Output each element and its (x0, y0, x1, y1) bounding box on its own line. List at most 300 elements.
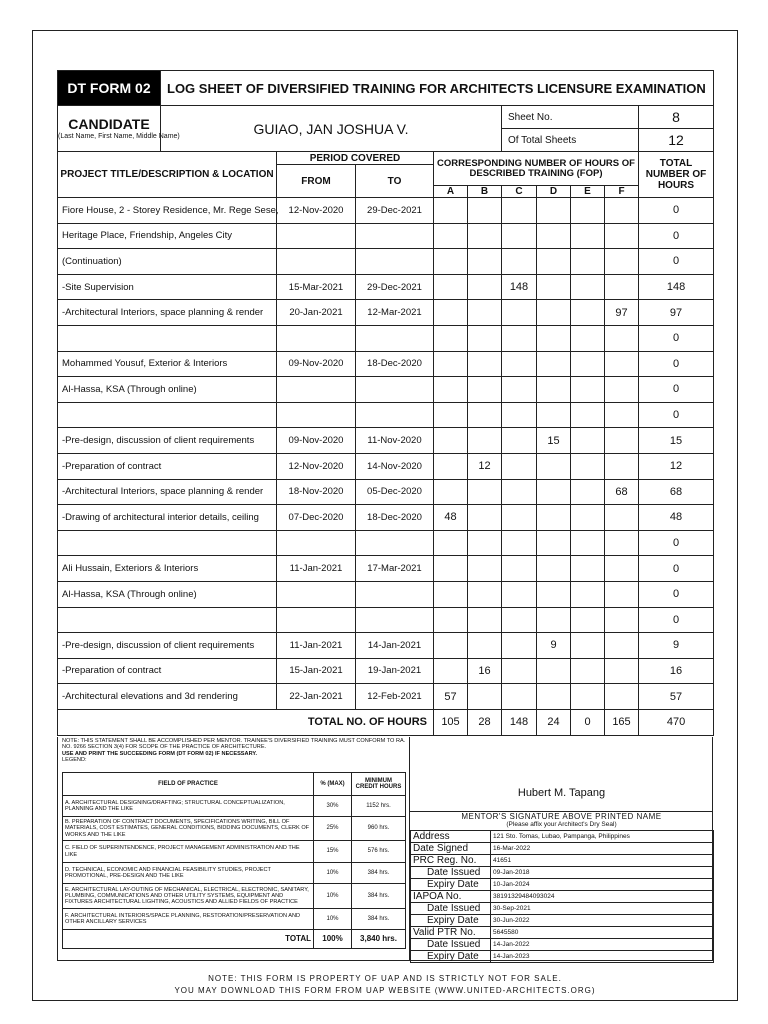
row-total: 0 (639, 377, 714, 403)
sheet-no-value: 8 (639, 106, 714, 129)
row-hours-b (468, 223, 502, 249)
candidate-sublabel: (Last Name, First Name, Middle Name) (58, 133, 180, 140)
row-hours-c (502, 505, 537, 531)
row-to-date: 12-Mar-2021 (356, 300, 434, 326)
row-to-date (356, 581, 434, 607)
row-from-date (277, 607, 356, 633)
row-hours-b (468, 351, 502, 377)
row-hours-a (434, 428, 468, 454)
detail-row (411, 915, 714, 927)
row-hours-f (605, 505, 639, 531)
row-description: -Pre-design, discussion of client requirements (58, 633, 277, 659)
row-hours-c (502, 300, 537, 326)
total-f: 165 (605, 709, 639, 735)
fop-letter-e: E (571, 186, 605, 198)
row-hours-b: 12 (468, 453, 502, 479)
row-hours-e (571, 633, 605, 659)
row-to-date: 29-Dec-2021 (356, 274, 434, 300)
detail-value: 30-Jun-2022 (491, 915, 714, 927)
row-description (58, 530, 277, 556)
row-to-date: 05-Dec-2020 (356, 479, 434, 505)
row-hours-e (571, 581, 605, 607)
row-to-date (356, 249, 434, 275)
row-from-date (277, 402, 356, 428)
detail-value: 16-Mar-2022 (491, 843, 714, 855)
row-hours-f (605, 223, 639, 249)
row-hours-f (605, 607, 639, 633)
row-hours-c (502, 453, 537, 479)
row-hours-c (502, 198, 537, 224)
legend-field: F. ARCHITECTURAL INTERIORS/SPACE PLANNING, RESTORATION/PRESERVATION AND OTHER ANCILLARY SERVICES (63, 909, 314, 930)
log-sheet-table (57, 70, 714, 736)
table-row (58, 505, 714, 531)
row-to-date: 17-Mar-2021 (356, 556, 434, 582)
row-to-date (356, 223, 434, 249)
detail-row (411, 903, 714, 915)
table-row (58, 556, 714, 582)
row-hours-e (571, 479, 605, 505)
total-d: 24 (537, 709, 571, 735)
row-hours-a (434, 402, 468, 428)
row-hours-c (502, 428, 537, 454)
row-hours-f (605, 556, 639, 582)
grand-total: 470 (639, 709, 714, 735)
row-from-date: 22-Jan-2021 (277, 684, 356, 710)
row-from-date (277, 581, 356, 607)
row-hours-e (571, 377, 605, 403)
legend-field: E. ARCHITECTURAL LAY-OUTING OF MECHANICAL, ELECTRICAL, ELECTRONIC, SANITARY, PLUMBING, COMMUNICATIONS AND OTHER UTILITY SYSTEMS, EQUIPMENT AND FIXTURES ARCHITECTURAL LIGHTING, ACOUSTICS AND ALLIED FIELDS OF PRACTICE (63, 884, 314, 909)
row-hours-f (605, 351, 639, 377)
row-hours-e (571, 607, 605, 633)
row-to-date: 29-Dec-2021 (356, 198, 434, 224)
row-hours-b (468, 428, 502, 454)
row-hours-d (537, 479, 571, 505)
row-hours-d (537, 325, 571, 351)
table-row (58, 274, 714, 300)
row-hours-c (502, 377, 537, 403)
row-from-date: 07-Dec-2020 (277, 505, 356, 531)
row-hours-e (571, 684, 605, 710)
row-from-date: 12-Nov-2020 (277, 453, 356, 479)
row-hours-d (537, 581, 571, 607)
row-hours-e (571, 351, 605, 377)
row-description: -Architectural Interiors, space planning & render (58, 300, 277, 326)
table-row (58, 325, 714, 351)
detail-value: 121 Sto. Tomas, Lubao, Pampanga, Philippines (491, 831, 714, 843)
row-from-date (277, 530, 356, 556)
row-description: -Drawing of architectural interior details, ceiling (58, 505, 277, 531)
row-description: Al-Hassa, KSA (Through online) (58, 377, 277, 403)
row-hours-d (537, 377, 571, 403)
row-from-date: 09-Nov-2020 (277, 351, 356, 377)
table-row (58, 402, 714, 428)
row-hours-f (605, 198, 639, 224)
row-to-date: 18-Dec-2020 (356, 351, 434, 377)
detail-rows (411, 831, 714, 963)
row-hours-c (502, 223, 537, 249)
table-row (58, 351, 714, 377)
legend-rows (63, 796, 406, 930)
detail-key: Date Signed (411, 843, 491, 855)
row-hours-a (434, 607, 468, 633)
legend-min: 384 hrs. (352, 909, 406, 930)
table-row (58, 607, 714, 633)
legend-total-pct: 100% (314, 930, 352, 949)
row-total: 48 (639, 505, 714, 531)
row-hours-b (468, 530, 502, 556)
row-to-date (356, 402, 434, 428)
row-total: 0 (639, 402, 714, 428)
row-hours-a (434, 581, 468, 607)
row-hours-d (537, 607, 571, 633)
row-total: 148 (639, 274, 714, 300)
row-hours-e (571, 300, 605, 326)
period-covered-header: PERIOD COVERED (277, 152, 434, 165)
row-hours-f: 97 (605, 300, 639, 326)
row-hours-d (537, 556, 571, 582)
table-row (58, 249, 714, 275)
row-hours-a (434, 325, 468, 351)
fop-letter-d: D (537, 186, 571, 198)
row-from-date: 20-Jan-2021 (277, 300, 356, 326)
detail-key: Date Issued (411, 867, 491, 879)
row-hours-f (605, 249, 639, 275)
row-description: Heritage Place, Friendship, Angeles City (58, 223, 277, 249)
table-row (58, 658, 714, 684)
row-description: -Site Supervision (58, 274, 277, 300)
table-row (58, 453, 714, 479)
legend-pct: 30% (314, 796, 352, 817)
row-hours-c (502, 581, 537, 607)
detail-value: 09-Jan-2018 (491, 867, 714, 879)
row-hours-e (571, 402, 605, 428)
row-hours-c (502, 633, 537, 659)
row-total: 0 (639, 556, 714, 582)
row-hours-e (571, 556, 605, 582)
footer-note (32, 973, 738, 997)
total-hours-header: TOTAL NUMBER OF HOURS (639, 152, 714, 198)
fop-header: CORRESPONDING NUMBER OF HOURS OF DESCRIBED TRAINING (FOP) (434, 152, 639, 186)
row-description (58, 607, 277, 633)
total-a: 105 (434, 709, 468, 735)
row-hours-f (605, 274, 639, 300)
detail-row (411, 879, 714, 891)
total-e: 0 (571, 709, 605, 735)
row-to-date: 12-Feb-2021 (356, 684, 434, 710)
row-hours-d (537, 505, 571, 531)
table-row (58, 633, 714, 659)
legend-pct: 25% (314, 817, 352, 841)
legend-row (63, 884, 406, 909)
row-hours-d (537, 351, 571, 377)
row-hours-b (468, 274, 502, 300)
legend-min: 960 hrs. (352, 817, 406, 841)
row-hours-a (434, 223, 468, 249)
legend-row (63, 863, 406, 884)
row-hours-f (605, 530, 639, 556)
legend-total-label: TOTAL (63, 930, 314, 949)
row-from-date: 15-Mar-2021 (277, 274, 356, 300)
detail-key: PRC Reg. No. (411, 855, 491, 867)
detail-value: 14-Jan-2022 (491, 939, 714, 951)
row-hours-d: 15 (537, 428, 571, 454)
fop-letter-f: F (605, 186, 639, 198)
table-row (58, 479, 714, 505)
legend-pct: 10% (314, 884, 352, 909)
row-from-date (277, 223, 356, 249)
row-total: 12 (639, 453, 714, 479)
row-description: -Architectural elevations and 3d rendering (58, 684, 277, 710)
row-hours-d (537, 223, 571, 249)
row-hours-f (605, 633, 639, 659)
row-hours-e (571, 505, 605, 531)
legend-min: 576 hrs. (352, 841, 406, 863)
detail-row (411, 843, 714, 855)
footer-line-2: YOU MAY DOWNLOAD THIS FORM FROM UAP WEBSITE (WWW.UNITED-ARCHITECTS.ORG) (174, 986, 596, 995)
row-hours-c (502, 402, 537, 428)
detail-value: 14-Jan-2023 (491, 951, 714, 963)
row-hours-d: 9 (537, 633, 571, 659)
detail-row (411, 951, 714, 963)
row-hours-e (571, 198, 605, 224)
table-row (58, 581, 714, 607)
row-to-date (356, 377, 434, 403)
row-hours-c (502, 530, 537, 556)
detail-value: 41651 (491, 855, 714, 867)
legend-field-header: FIELD OF PRACTICE (63, 773, 314, 796)
row-hours-e (571, 274, 605, 300)
row-hours-d (537, 274, 571, 300)
row-from-date (277, 325, 356, 351)
row-to-date: 19-Jan-2021 (356, 658, 434, 684)
row-hours-c (502, 607, 537, 633)
table-row (58, 198, 714, 224)
row-hours-a: 57 (434, 684, 468, 710)
log-rows (58, 198, 714, 710)
total-sheets-value: 12 (639, 129, 714, 152)
row-from-date (277, 249, 356, 275)
row-hours-b (468, 684, 502, 710)
form-title: LOG SHEET OF DIVERSIFIED TRAINING FOR ARCHITECTS LICENSURE EXAMINATION (161, 71, 714, 106)
row-description: -Preparation of contract (58, 453, 277, 479)
detail-row (411, 927, 714, 939)
legend-pct-header: % (MAX) (314, 773, 352, 796)
row-to-date (356, 530, 434, 556)
row-total: 68 (639, 479, 714, 505)
row-description (58, 402, 277, 428)
row-hours-d (537, 249, 571, 275)
row-from-date (277, 377, 356, 403)
legend-field: B. PREPARATION OF CONTRACT DOCUMENTS, SPECIFICATIONS WRITING, BILL OF MATERIALS, COST ESTIMATES, GENERAL CONDITIONS, BIDDING DOCUMENTS, CLERK OF WORKS AND THE LIKE (63, 817, 314, 841)
to-header: TO (356, 165, 434, 198)
row-hours-f (605, 581, 639, 607)
row-hours-d (537, 684, 571, 710)
row-to-date (356, 607, 434, 633)
candidate-name: GUIAO, JAN JOSHUA V. (161, 106, 502, 152)
row-hours-b (468, 402, 502, 428)
row-hours-b (468, 607, 502, 633)
table-row (58, 300, 714, 326)
row-hours-d (537, 300, 571, 326)
row-hours-d (537, 198, 571, 224)
row-description (58, 325, 277, 351)
row-hours-b (468, 377, 502, 403)
row-description: -Pre-design, discussion of client requirements (58, 428, 277, 454)
row-total: 15 (639, 428, 714, 454)
row-hours-e (571, 530, 605, 556)
legend-row (63, 796, 406, 817)
row-hours-e (571, 453, 605, 479)
legend-min: 384 hrs. (352, 863, 406, 884)
table-row (58, 684, 714, 710)
detail-key: Date Issued (411, 939, 491, 951)
table-row (58, 223, 714, 249)
table-row (58, 428, 714, 454)
from-header: FROM (277, 165, 356, 198)
row-from-date: 18-Nov-2020 (277, 479, 356, 505)
signature-caption: MENTOR'S SIGNATURE ABOVE PRINTED NAME (461, 812, 662, 821)
row-hours-a (434, 274, 468, 300)
row-hours-a: 48 (434, 505, 468, 531)
row-hours-b (468, 249, 502, 275)
detail-row (411, 831, 714, 843)
row-total: 16 (639, 658, 714, 684)
candidate-label (58, 106, 180, 152)
row-total: 0 (639, 223, 714, 249)
detail-key: Date Issued (411, 903, 491, 915)
project-column-header: PROJECT TITLE/DESCRIPTION & LOCATION (58, 152, 277, 198)
row-description: Mohammed Yousuf, Exterior & Interiors (58, 351, 277, 377)
row-description: Al-Hassa, KSA (Through online) (58, 581, 277, 607)
row-total: 0 (639, 607, 714, 633)
row-hours-e (571, 249, 605, 275)
fop-letter-c: C (502, 186, 537, 198)
row-hours-f (605, 428, 639, 454)
row-hours-a (434, 633, 468, 659)
sheet-no-label: Sheet No. (502, 106, 639, 129)
row-description: -Preparation of contract (58, 658, 277, 684)
legend-field: A. ARCHITECTURAL DESIGNING/DRAFTING; STRUCTURAL CONCEPTUALIZATION, PLANNING AND THE LIKE (63, 796, 314, 817)
legend-row (63, 817, 406, 841)
row-hours-f (605, 402, 639, 428)
row-hours-c (502, 556, 537, 582)
row-hours-a (434, 530, 468, 556)
row-hours-c (502, 351, 537, 377)
row-total: 57 (639, 684, 714, 710)
row-total: 0 (639, 530, 714, 556)
footer-line-1: NOTE: THIS FORM IS PROPERTY OF UAP AND IS STRICTLY NOT FOR SALE. (208, 974, 562, 983)
row-hours-a (434, 658, 468, 684)
row-to-date: 14-Nov-2020 (356, 453, 434, 479)
detail-value: 30-Sep-2021 (491, 903, 714, 915)
signature-subcaption: (Please affix your Architect's Dry Seal) (506, 821, 617, 828)
table-row (58, 530, 714, 556)
legend-row (63, 909, 406, 930)
row-hours-b (468, 300, 502, 326)
row-hours-a (434, 198, 468, 224)
row-to-date (356, 325, 434, 351)
row-description: Fiore House, 2 - Storey Residence, Mr. Rege Sese, (58, 198, 277, 224)
row-hours-b (468, 479, 502, 505)
row-hours-b (468, 556, 502, 582)
row-hours-a (434, 351, 468, 377)
row-hours-d (537, 530, 571, 556)
note-block (62, 738, 407, 764)
detail-key: Expiry Date (411, 951, 491, 963)
row-hours-c (502, 684, 537, 710)
detail-value: 10-Jan-2024 (491, 879, 714, 891)
table-row (58, 377, 714, 403)
row-hours-b (468, 198, 502, 224)
legend-label: LEGEND: (62, 757, 87, 764)
row-hours-e (571, 428, 605, 454)
total-hours-label: TOTAL NO. OF HOURS (58, 709, 434, 735)
detail-key: Address (411, 831, 491, 843)
row-from-date: 11-Jan-2021 (277, 633, 356, 659)
row-hours-b: 16 (468, 658, 502, 684)
row-total: 0 (639, 325, 714, 351)
legend-row (63, 841, 406, 863)
detail-key: IAPOA No. (411, 891, 491, 903)
note-bold-text: USE AND PRINT THE SUCCEEDING FORM (DT FORM 02) IF NECESSARY. (62, 750, 258, 757)
legend-pct: 10% (314, 863, 352, 884)
legend-min-header: MINIMUM CREDIT HOURS (352, 773, 406, 796)
legend-table (62, 772, 406, 949)
fop-letter-b: B (468, 186, 502, 198)
fop-letter-a: A (434, 186, 468, 198)
row-to-date: 14-Jan-2021 (356, 633, 434, 659)
row-from-date: 15-Jan-2021 (277, 658, 356, 684)
row-from-date: 12-Nov-2020 (277, 198, 356, 224)
row-total: 9 (639, 633, 714, 659)
row-description: (Continuation) (58, 249, 277, 275)
row-hours-f (605, 377, 639, 403)
row-hours-c (502, 479, 537, 505)
row-total: 0 (639, 581, 714, 607)
row-hours-f (605, 658, 639, 684)
candidate-label-text: CANDIDATE (68, 116, 150, 132)
row-hours-c (502, 249, 537, 275)
row-hours-b (468, 581, 502, 607)
legend-pct: 15% (314, 841, 352, 863)
row-description: Ali Hussain, Exteriors & Interiors (58, 556, 277, 582)
row-from-date: 09-Nov-2020 (277, 428, 356, 454)
detail-value: 38191329484093024 (491, 891, 714, 903)
total-b: 28 (468, 709, 502, 735)
row-to-date: 11-Nov-2020 (356, 428, 434, 454)
row-hours-c (502, 325, 537, 351)
row-hours-c: 148 (502, 274, 537, 300)
row-hours-d (537, 453, 571, 479)
legend-field: C. FIELD OF SUPERINTENDENCE, PROJECT MANAGEMENT ADMINISTRATION AND THE LIKE (63, 841, 314, 863)
detail-row (411, 939, 714, 951)
legend-field: D. TECHNICAL, ECONOMIC AND FINANCIAL FEASIBILITY STUDIES, PROJECT PROMOTIONAL, PRE-DESIGN AND THE LIKE (63, 863, 314, 884)
row-hours-a (434, 377, 468, 403)
note-text: NOTE: THIS STATEMENT SHALL BE ACCOMPLISHED PER MENTOR. TRAINEE'S DIVERSIFIED TRAINING MUST CONFORM TO RA. NO. 9266 SECTION 3(4) FOR SCOPE OF THE PRACTICE OF ARCHITECTURE. (62, 738, 406, 751)
detail-key: Valid PTR No. (411, 927, 491, 939)
row-hours-b (468, 505, 502, 531)
row-hours-a (434, 556, 468, 582)
row-hours-f (605, 453, 639, 479)
row-hours-f (605, 325, 639, 351)
row-hours-d (537, 658, 571, 684)
row-hours-e (571, 325, 605, 351)
legend-pct: 10% (314, 909, 352, 930)
detail-value: 5645580 (491, 927, 714, 939)
legend-total-min: 3,840 hrs. (352, 930, 406, 949)
row-hours-f (605, 684, 639, 710)
row-hours-d (537, 402, 571, 428)
